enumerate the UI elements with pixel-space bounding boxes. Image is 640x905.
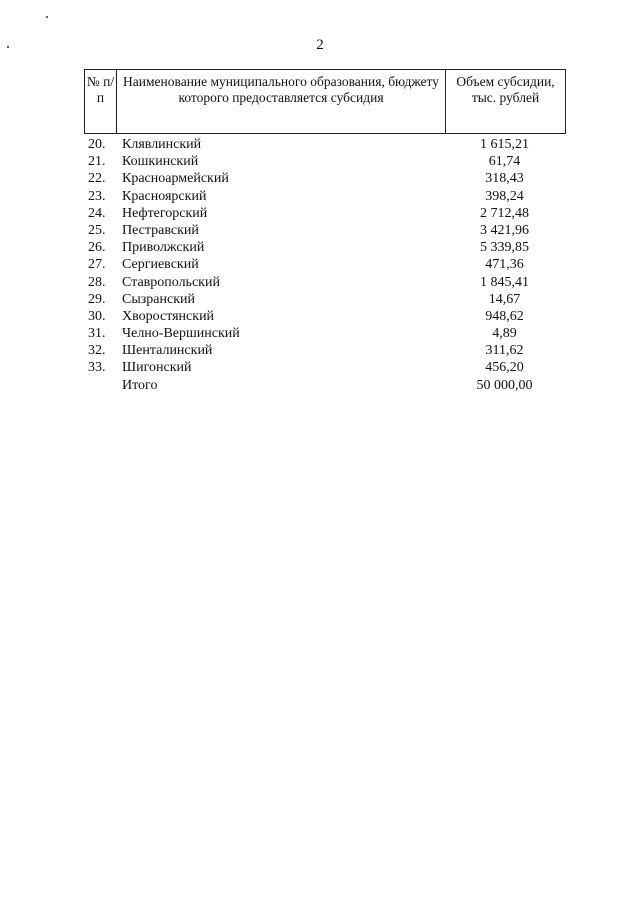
row-value: 456,20	[485, 360, 524, 376]
row-number: 25.	[88, 222, 106, 238]
row-municipality: Кошкинский	[122, 154, 199, 170]
row-value: 1 615,21	[480, 137, 529, 152]
row-value: 398,24	[485, 188, 524, 204]
row-value: 2 712,48	[480, 205, 529, 221]
table-row	[84, 359, 566, 376]
row-municipality: Челно-Вершинский	[122, 326, 240, 342]
row-value: 318,43	[485, 171, 524, 187]
scan-speck	[46, 16, 48, 18]
table-row	[84, 308, 566, 325]
total-row	[84, 377, 566, 394]
table-row	[84, 153, 566, 170]
row-municipality: Шигонский	[122, 360, 192, 376]
table-row	[84, 256, 566, 273]
table-row	[84, 239, 566, 256]
row-number: 26.	[88, 240, 106, 256]
table-row	[84, 205, 566, 222]
row-municipality: Сызранский	[122, 291, 195, 307]
row-number: 28.	[88, 274, 106, 290]
row-municipality: Приволжский	[122, 240, 205, 256]
table-row	[84, 342, 566, 359]
header-num-label: № п/п	[86, 74, 115, 105]
table-body	[84, 136, 566, 394]
row-number: 32.	[88, 343, 106, 359]
table-row	[84, 170, 566, 187]
row-number: 29.	[88, 291, 106, 307]
table-row	[84, 291, 566, 308]
row-number: 30.	[88, 308, 106, 324]
header-name	[117, 70, 446, 133]
table-header	[84, 69, 566, 134]
table-row	[84, 274, 566, 291]
row-municipality: Клявлинский	[122, 137, 202, 152]
row-value: 3 421,96	[480, 222, 529, 238]
row-number: 22.	[88, 171, 106, 187]
header-num	[85, 70, 117, 133]
row-value: 61,74	[488, 154, 521, 170]
page-number: 2	[316, 37, 324, 53]
row-municipality: Красноярский	[122, 188, 207, 204]
row-value: 14,67	[488, 291, 521, 307]
row-municipality: Нефтегорский	[122, 205, 208, 221]
row-number: 20.	[88, 137, 106, 152]
row-municipality: Шенталинский	[122, 343, 213, 359]
table-row	[84, 222, 566, 239]
row-number: 24.	[88, 205, 106, 221]
row-number: 21.	[88, 154, 106, 170]
row-value: 471,36	[485, 257, 524, 273]
row-municipality: Хворостянский	[122, 308, 215, 324]
table-row	[84, 325, 566, 342]
row-value: 311,62	[485, 343, 524, 359]
header-volume-label: Объем субсидии, тыс. рублей	[456, 74, 555, 105]
table-row	[84, 188, 566, 205]
row-value: 4,89	[492, 326, 517, 342]
table-row	[84, 136, 566, 153]
row-number: 33.	[88, 360, 106, 376]
row-value: 948,62	[485, 308, 524, 324]
header-name-label: Наименование муниципального образования, бюджету которого предоставляется субсидия	[123, 74, 439, 105]
total-label: Итого	[122, 377, 158, 393]
row-municipality: Пестравский	[122, 222, 199, 238]
row-municipality: Сергиевский	[122, 257, 199, 273]
row-value: 1 845,41	[480, 274, 529, 290]
row-municipality: Ставропольский	[122, 274, 220, 290]
row-number: 31.	[88, 326, 106, 342]
total-value: 50 000,00	[476, 377, 533, 393]
row-value: 5 339,85	[480, 240, 529, 256]
row-municipality: Красноармейский	[122, 171, 229, 187]
row-number: 27.	[88, 257, 106, 273]
header-volume	[446, 70, 565, 133]
row-number: 23.	[88, 188, 106, 204]
